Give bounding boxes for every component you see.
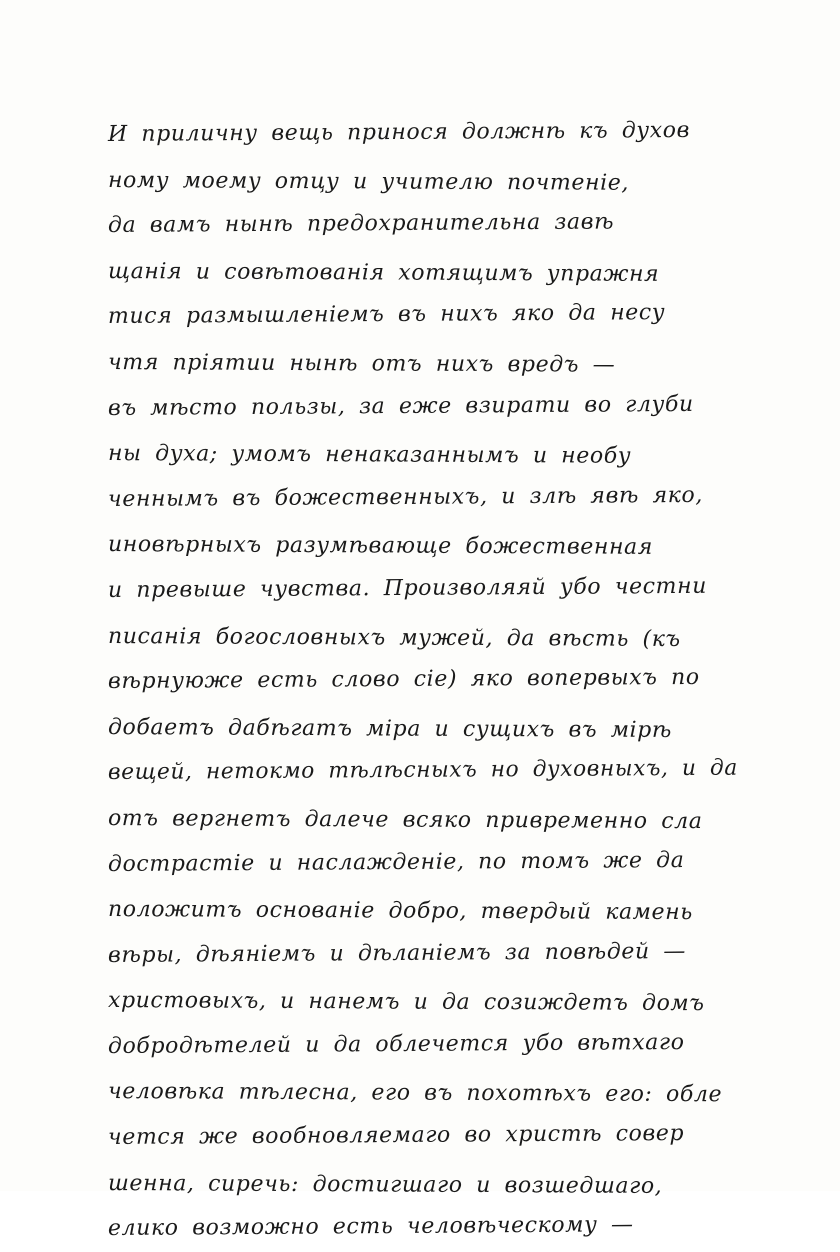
text-line: иновѣрныхъ разумѣвающе божественная — [107, 532, 654, 561]
text-line: тися размышленiемъ въ нихъ яко да несу — [107, 300, 666, 330]
text-line: ному моему отцу и учителю почтенiе, — [107, 167, 630, 196]
text-line: писанiя богословныхъ мужей, да вѣсть (къ — [107, 623, 681, 652]
text-line: добаетъ дабѣгатъ мiра и сущихъ въ мiрѣ — [107, 714, 672, 743]
text-line: человѣка тѣлесна, его въ похотѣхъ его: обле — [107, 1079, 723, 1108]
text-line: христовыхъ, и нанемъ и да созиждетъ домъ — [107, 988, 705, 1017]
text-line: елико возможно есть человѣческому — — [107, 1212, 634, 1242]
text-line: да вамъ нынѣ предохранительна завѣ — [107, 209, 615, 239]
text-line: ченнымъ въ божественныхъ, и злѣ явѣ яко, — [107, 482, 703, 512]
text-line: добродѣтелей и да облечется убо вѣтхаго — [107, 1029, 685, 1059]
text-line: чтя прiятии нынѣ отъ нихъ вредъ — — [107, 349, 616, 378]
text-line: И приличну вещь принося должнѣ къ духов — [107, 117, 691, 147]
text-line: въ мѣсто пользы, за еже взирати во глуби — [107, 391, 694, 421]
text-line: отъ вергнетъ далече всяко привременно сла — [107, 805, 703, 835]
text-line: вѣры, дѣянiемъ и дѣланiемъ за повѣдей — — [107, 938, 686, 968]
text-line: чется же вообновляемаго во христѣ совер — [107, 1121, 685, 1151]
text-line: ны духа; умомъ ненаказаннымъ и необу — [107, 441, 632, 469]
text-line: положитъ основанiе добро, твердый камень — [107, 897, 693, 926]
text-line: шенна, сиречь: достигшаго и возшедшаго, — [107, 1170, 663, 1199]
text-line: дострастiе и наслажденiе, по томъ же да — [107, 847, 685, 877]
text-line: и превыше чувства. Произволяяй убо честни — [107, 573, 708, 603]
text-line: вещей, нетокмо тѣлѣсныхъ но духовныхъ, и да — [107, 755, 738, 786]
handwritten-text-block — [108, 112, 738, 1252]
text-line: щанiя и совѣтованiя хотящимъ упражня — [107, 258, 660, 287]
text-line: вѣрнуюже есть слово сiе) яко вопервыхъ по — [107, 664, 700, 695]
